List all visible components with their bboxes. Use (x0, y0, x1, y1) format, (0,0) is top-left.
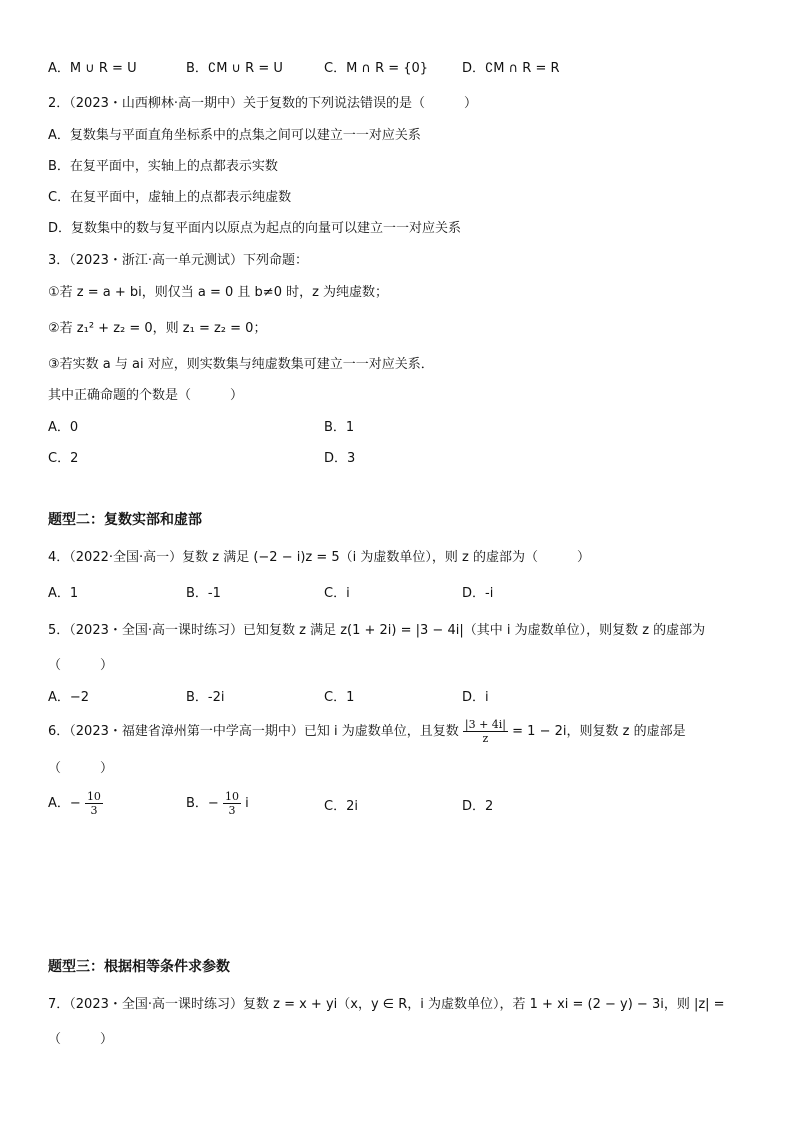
q6-stem-pre: 6．（2023・福建省漳州第一中学高一期中）已知 i 为虚数单位，且复数 (48, 724, 459, 739)
q3-option-b: B．1 (324, 420, 355, 435)
q4-option-b: B．-1 (186, 586, 221, 601)
q1-option-b: B．∁M ∪ R = U (186, 61, 283, 76)
q5-answer-paren: （ ） (48, 658, 114, 673)
q6-option-a-denominator: 3 (90, 804, 98, 817)
q6-stem-post: = 1 − 2i，则复数 z 的虚部是 (512, 724, 686, 739)
q6-stem (48, 718, 686, 745)
q3-stem: 3．（2023・浙江·高一单元测试）下列命题： (48, 253, 308, 268)
q3-proposition-3: ③若实数 a 与 ai 对应，则实数集与纯虚数集可建立一一对应关系． (48, 357, 434, 372)
q6-fraction (463, 718, 508, 745)
q6-answer-paren: （ ） (48, 761, 114, 776)
q6-fraction-numerator: |3 + 4i| (464, 718, 507, 731)
q2-option-c: C．在复平面中，虚轴上的点都表示纯虚数 (48, 190, 292, 205)
q6-option-b-suffix: i (245, 796, 249, 811)
q4-option-c: C．i (324, 586, 350, 601)
q1-option-d: D．∁M ∩ R = R (462, 61, 560, 76)
q6-option-a-prefix: A．− (48, 796, 81, 811)
q3-proposition-1: ①若 z = a + bi，则仅当 a = 0 且 b≠0 时，z 为纯虚数； (48, 285, 389, 300)
q6-option-a-fraction (85, 790, 103, 817)
q5-stem: 5．（2023・全国·高一课时练习）已知复数 z 满足 z(1 + 2i) = |3 − 4i|（其中 i 为虚数单位），则复数 z 的虚部为 (48, 623, 706, 638)
q4-stem: 4．（2022·全国·高一）复数 z 满足 (−2 − i)z = 5（i 为虚数单位），则 z 的虚部为（ ） (48, 550, 591, 565)
q6-option-b-numerator: 10 (224, 790, 239, 803)
section-heading-2: 题型二：复数实部和虚部 (48, 512, 202, 528)
q3-option-a: A．0 (48, 420, 79, 435)
q1-option-c: C．M ∩ R = {0} (324, 61, 429, 76)
q2-stem: 2．（2023・山西柳林·高一期中）关于复数的下列说法错误的是（ ） (48, 96, 477, 111)
q6-option-a (48, 790, 103, 817)
q4-option-a: A．1 (48, 586, 79, 601)
q4-option-d: D．-i (462, 586, 494, 601)
q7-answer-paren: （ ） (48, 1032, 114, 1047)
q7-stem: 7．（2023・全国·高一课时练习）复数 z = x + yi（x，y ∈ R，i 为虚数单位），若 1 + xi = (2 − y) − 3i，则 |z| = (48, 997, 725, 1012)
q5-option-d: D．i (462, 690, 489, 705)
q6-option-d: D．2 (462, 799, 494, 814)
q2-option-a: A．复数集与平面直角坐标系中的点集之间可以建立一一对应关系 (48, 128, 421, 143)
q3-question: 其中正确命题的个数是（ ） (48, 388, 244, 403)
q1-option-a: A．M ∪ R = U (48, 61, 137, 76)
q3-option-c: C．2 (48, 451, 79, 466)
q2-option-b: B．在复平面中，实轴上的点都表示实数 (48, 159, 278, 174)
q2-option-d: D．复数集中的数与复平面内以原点为起点的向量可以建立一一对应关系 (48, 221, 462, 236)
section-heading-3: 题型三：根据相等条件求参数 (48, 959, 230, 975)
q6-option-b-fraction (223, 790, 241, 817)
q5-option-a: A．−2 (48, 690, 90, 705)
q6-option-b (186, 790, 249, 817)
q6-option-c: C．2i (324, 799, 358, 814)
q5-option-c: C．1 (324, 690, 355, 705)
q6-option-b-denominator: 3 (228, 804, 236, 817)
q5-option-b: B．-2i (186, 690, 225, 705)
q6-fraction-denominator: z (482, 732, 489, 745)
q6-option-a-numerator: 10 (86, 790, 101, 803)
q6-option-b-prefix: B．− (186, 796, 219, 811)
q3-proposition-2: ②若 z₁² + z₂ = 0，则 z₁ = z₂ = 0； (48, 321, 267, 336)
q3-option-d: D．3 (324, 451, 356, 466)
